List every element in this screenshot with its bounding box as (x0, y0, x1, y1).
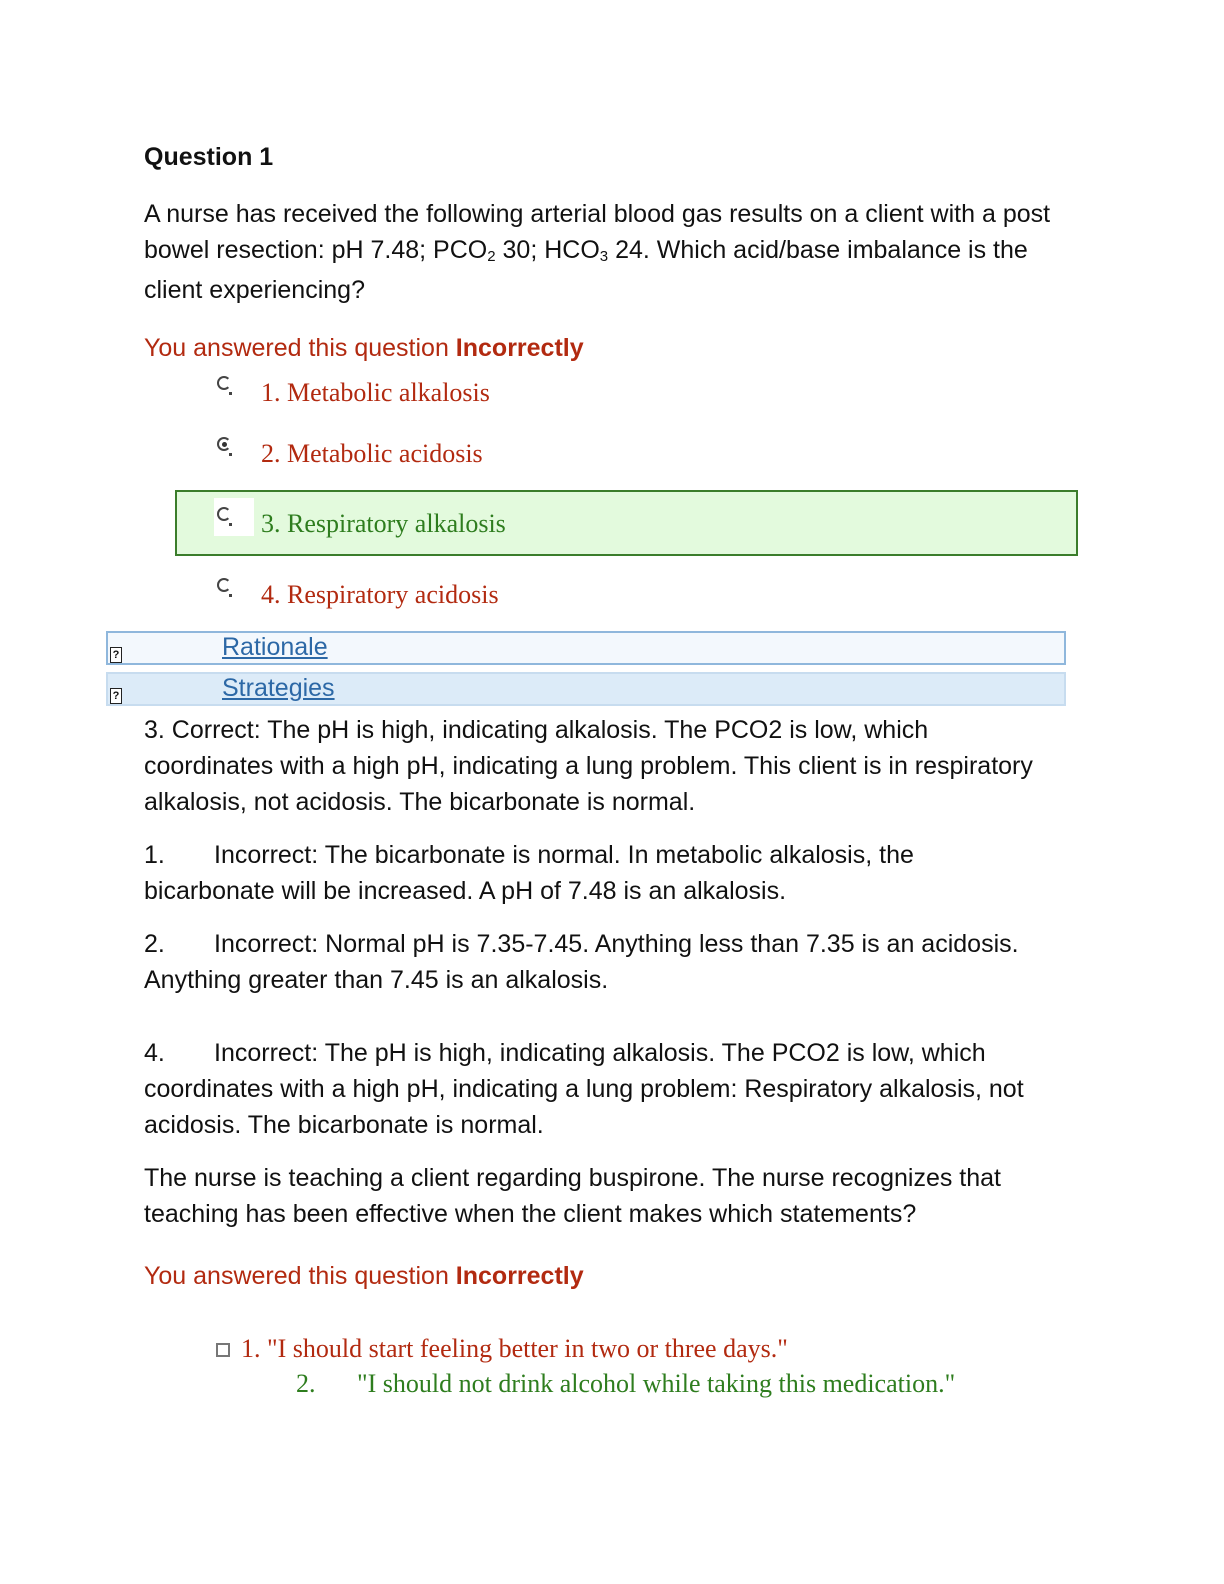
option-2-label: 2. Metabolic acidosis (261, 439, 483, 468)
option-1-label: 1. Metabolic alkalosis (261, 378, 490, 407)
answer-verdict-2: You answered this question Incorrectly (144, 1262, 584, 1290)
rationale-item: 2. Incorrect: Normal pH is 7.35-7.45. Anything less than 7.35 is an acidosis. Anything greater than 7.45 is an alkalosis. (144, 930, 1019, 994)
option-1-checkbox[interactable] (216, 1343, 230, 1357)
option-2-radio[interactable] (217, 437, 231, 451)
q2-option-2-label: "I should not drink alcohol while taking this medication." (357, 1369, 956, 1398)
rationale-toggle[interactable] (106, 631, 1066, 665)
question-stem: A nurse has received the following arterial blood gas results on a client with a post bowel resection: pH 7.48; $PCO_2$ 30; $HCO_3$ 24. Which acid/base imbalance is the client experiencing? (144, 200, 1051, 304)
radio-tick-icon (229, 594, 232, 597)
strategies-toggle[interactable] (106, 672, 1066, 706)
rationale-item: 1. Incorrect: The bicarbonate is normal. In metabolic alkalosis, the bicarbonate will be increased. A pH of 7.48 is an alkalosis. (144, 841, 914, 905)
option-3-radio[interactable] (217, 507, 231, 521)
question-title: Question 1 (144, 143, 274, 171)
option-3-label: 3. Respiratory alkalosis (261, 509, 506, 538)
option-4-radio[interactable] (217, 578, 231, 592)
help-icon: ? (110, 647, 122, 663)
option-4-label: 4. Respiratory acidosis (261, 580, 499, 609)
strategies-link[interactable]: Strategies (222, 674, 335, 702)
question-2-stem: The nurse is teaching a client regarding buspirone. The nurse recognizes that teaching has been effective when the client makes which statements? (144, 1164, 1001, 1228)
radio-tick-icon (229, 523, 232, 526)
rationale-link[interactable]: Rationale (222, 633, 328, 661)
help-icon: ? (110, 688, 122, 704)
radio-tick-icon (229, 453, 232, 456)
q2-option-1-label: 1. "I should start feeling better in two or three days." (241, 1334, 788, 1363)
q2-option-2-num: 2. (296, 1369, 316, 1398)
rationale-correct: 3. Correct: The pH is high, indicating alkalosis. The PCO2 is low, which coordinates with a high pH, indicating a lung problem. This client is in respiratory alkalosis, not acidosis. The bicarbonate is normal. (144, 716, 1033, 816)
option-1-radio[interactable] (217, 376, 231, 390)
answer-verdict: You answered this question Incorrectly (144, 334, 584, 362)
radio-tick-icon (229, 392, 232, 395)
rationale-item: 4. Incorrect: The pH is high, indicating alkalosis. The PCO2 is low, which coordinates with a high pH, indicating a lung problem: Respiratory alkalosis, not acidosis. The bicarbonate is normal. (144, 1039, 1024, 1139)
